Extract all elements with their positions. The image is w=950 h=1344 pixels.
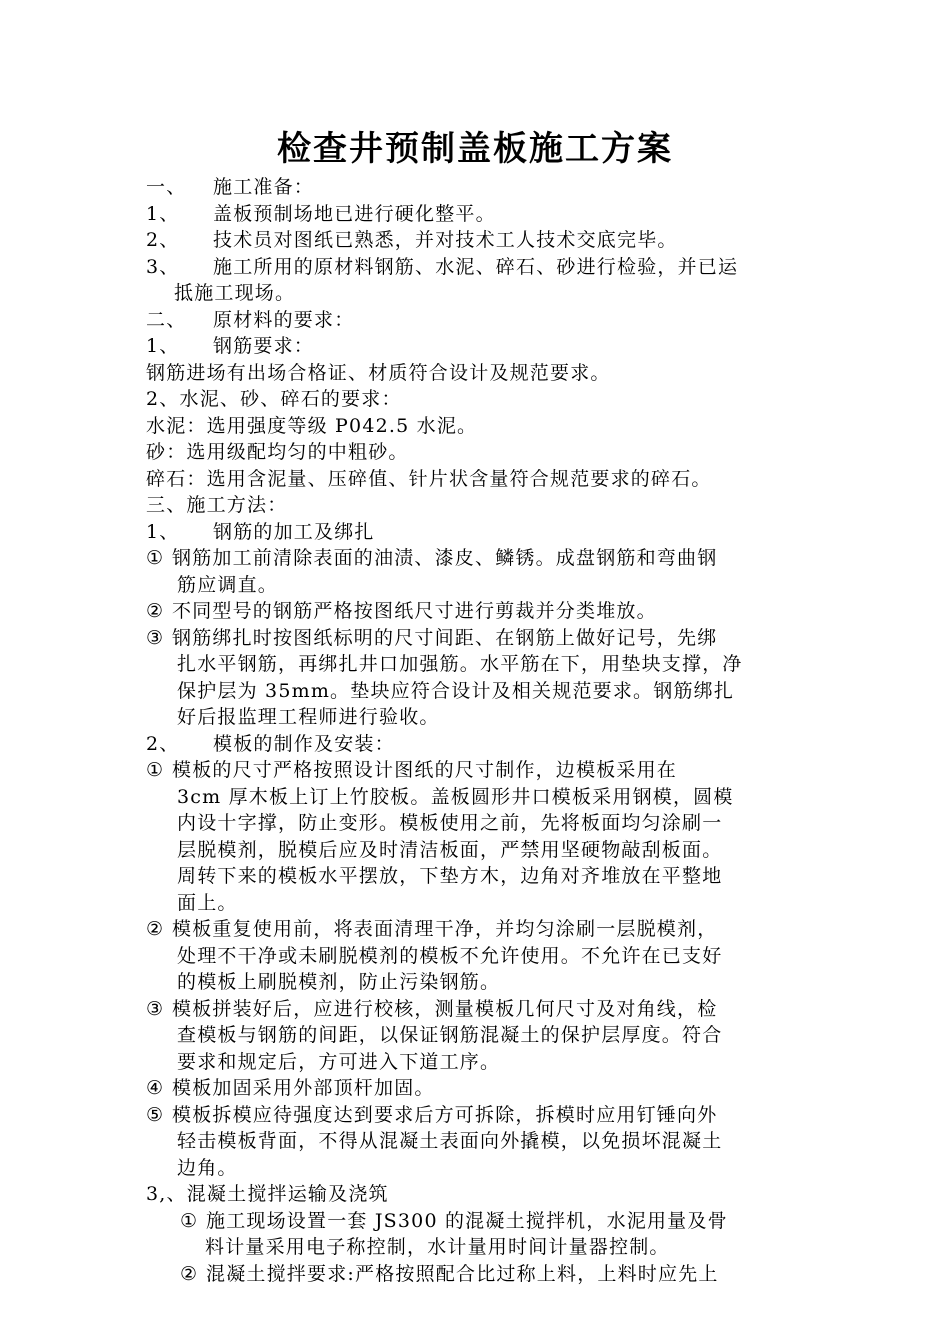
subheading: 1、 钢筋的加工及绑扎 <box>146 520 375 543</box>
list-item-continuation: 抵施工现场。 <box>174 282 296 304</box>
numbered-item-continuation: 扎水平钢筋，再绑扎井口加强筋。水平筋在下，用垫块支撑，净 <box>177 653 743 675</box>
numbered-item: ③ 模板拼装好后，应进行校核，测量模板几何尺寸及对角线，检 <box>146 997 718 1020</box>
numbered-item-continuation: 面上。 <box>177 891 238 914</box>
numbered-item-continuation: 筋应调直。 <box>177 573 279 596</box>
numbered-item-continuation: 周转下来的模板水平摆放，下垫方木，边角对齐堆放在平整地 <box>177 865 723 887</box>
numbered-item: ② 模板重复使用前，将表面清理干净，并均匀涂刷一层脱模剂， <box>146 918 718 940</box>
numbered-item: ② 混凝土搅拌要求:严格按照配合比过称上料，上料时应先上 <box>180 1262 719 1285</box>
numbered-item-continuation: 保护层为 35mm。垫块应符合设计及相关规范要求。钢筋绑扎 <box>177 679 735 702</box>
numbered-item-continuation: 料计量采用电子称控制，水计量用时间计量器控制。 <box>205 1236 670 1258</box>
numbered-item-continuation: 轻击模板背面，不得从混凝土表面向外撬模，以免损坏混凝土 <box>177 1130 723 1152</box>
paragraph-line: 钢筋进场有出场合格证、材质符合设计及规范要求。 <box>146 361 611 384</box>
subheading: 2、水泥、砂、碎石的要求： <box>146 388 402 410</box>
numbered-item: ① 施工现场设置一套 JS300 的混凝土搅拌机，水泥用量及骨 <box>180 1209 728 1232</box>
document-body <box>146 174 810 1287</box>
section-heading: 三、施工方法： <box>146 494 288 516</box>
list-item: 1、 钢筋要求： <box>146 335 315 357</box>
numbered-item: ① 模板的尺寸严格按照设计图纸的尺寸制作，边模板采用在 <box>146 759 678 781</box>
list-item: 1、 盖板预制场地已进行硬化整平。 <box>146 202 496 225</box>
paragraph-line: 碎石：选用含泥量、压碎值、针片状含量符合规范要求的碎石。 <box>146 467 712 490</box>
numbered-item-continuation: 处理不干净或未刷脱模剂的模板不允许使用。不允许在已支好 <box>177 944 723 967</box>
document-title: 检查井预制盖板施工方案 <box>277 129 673 169</box>
paragraph-line: 水泥：选用强度等级 P042.5 水泥。 <box>146 414 478 437</box>
numbered-item: ① 钢筋加工前清除表面的油渍、漆皮、鳞锈。成盘钢筋和弯曲钢 <box>146 547 718 569</box>
paragraph-line: 砂：选用级配均匀的中粗砂。 <box>146 441 409 463</box>
subheading: 3,、混凝土搅拌运输及浇筑 <box>146 1183 389 1205</box>
numbered-item-continuation: 层脱模剂，脱模后应及时清洁板面，严禁用坚硬物敲刮板面。 <box>177 838 723 861</box>
numbered-item-continuation: 好后报监理工程师进行验收。 <box>177 706 440 728</box>
numbered-item-continuation: 边角。 <box>177 1156 238 1179</box>
numbered-item: ② 不同型号的钢筋严格按图纸尺寸进行剪裁并分类堆放。 <box>146 600 657 622</box>
section-heading: 一、 施工准备： <box>146 176 315 198</box>
list-item: 3、 施工所用的原材料钢筋、水泥、碎石、砂进行检验，并已运 <box>146 255 739 278</box>
numbered-item-continuation: 的模板上刷脱模剂，防止污染钢筋。 <box>177 971 501 993</box>
numbered-item-continuation: 要求和规定后，方可进入下道工序。 <box>177 1050 501 1073</box>
subheading: 2、 模板的制作及安装： <box>146 732 395 755</box>
numbered-item-continuation: 3cm 厚木板上订上竹胶板。盖板圆形井口模板采用钢模，圆模 <box>177 785 734 808</box>
numbered-item: ③ 钢筋绑扎时按图纸标明的尺寸间距、在钢筋上做好记号，先绑 <box>146 626 718 649</box>
list-item: 2、 技术员对图纸已熟悉，并对技术工人技术交底完毕。 <box>146 229 678 251</box>
numbered-item: ⑤ 模板拆模应待强度达到要求后方可拆除，拆模时应用钉锤向外 <box>146 1103 718 1126</box>
numbered-item-continuation: 内设十字撑，防止变形。模板使用之前，先将板面均匀涂刷一 <box>177 812 723 834</box>
numbered-item: ④ 模板加固采用外部顶杆加固。 <box>146 1077 435 1099</box>
numbered-item-continuation: 查模板与钢筋的间距，以保证钢筋混凝土的保护层厚度。符合 <box>177 1024 723 1046</box>
section-heading: 二、 原材料的要求： <box>146 308 355 331</box>
